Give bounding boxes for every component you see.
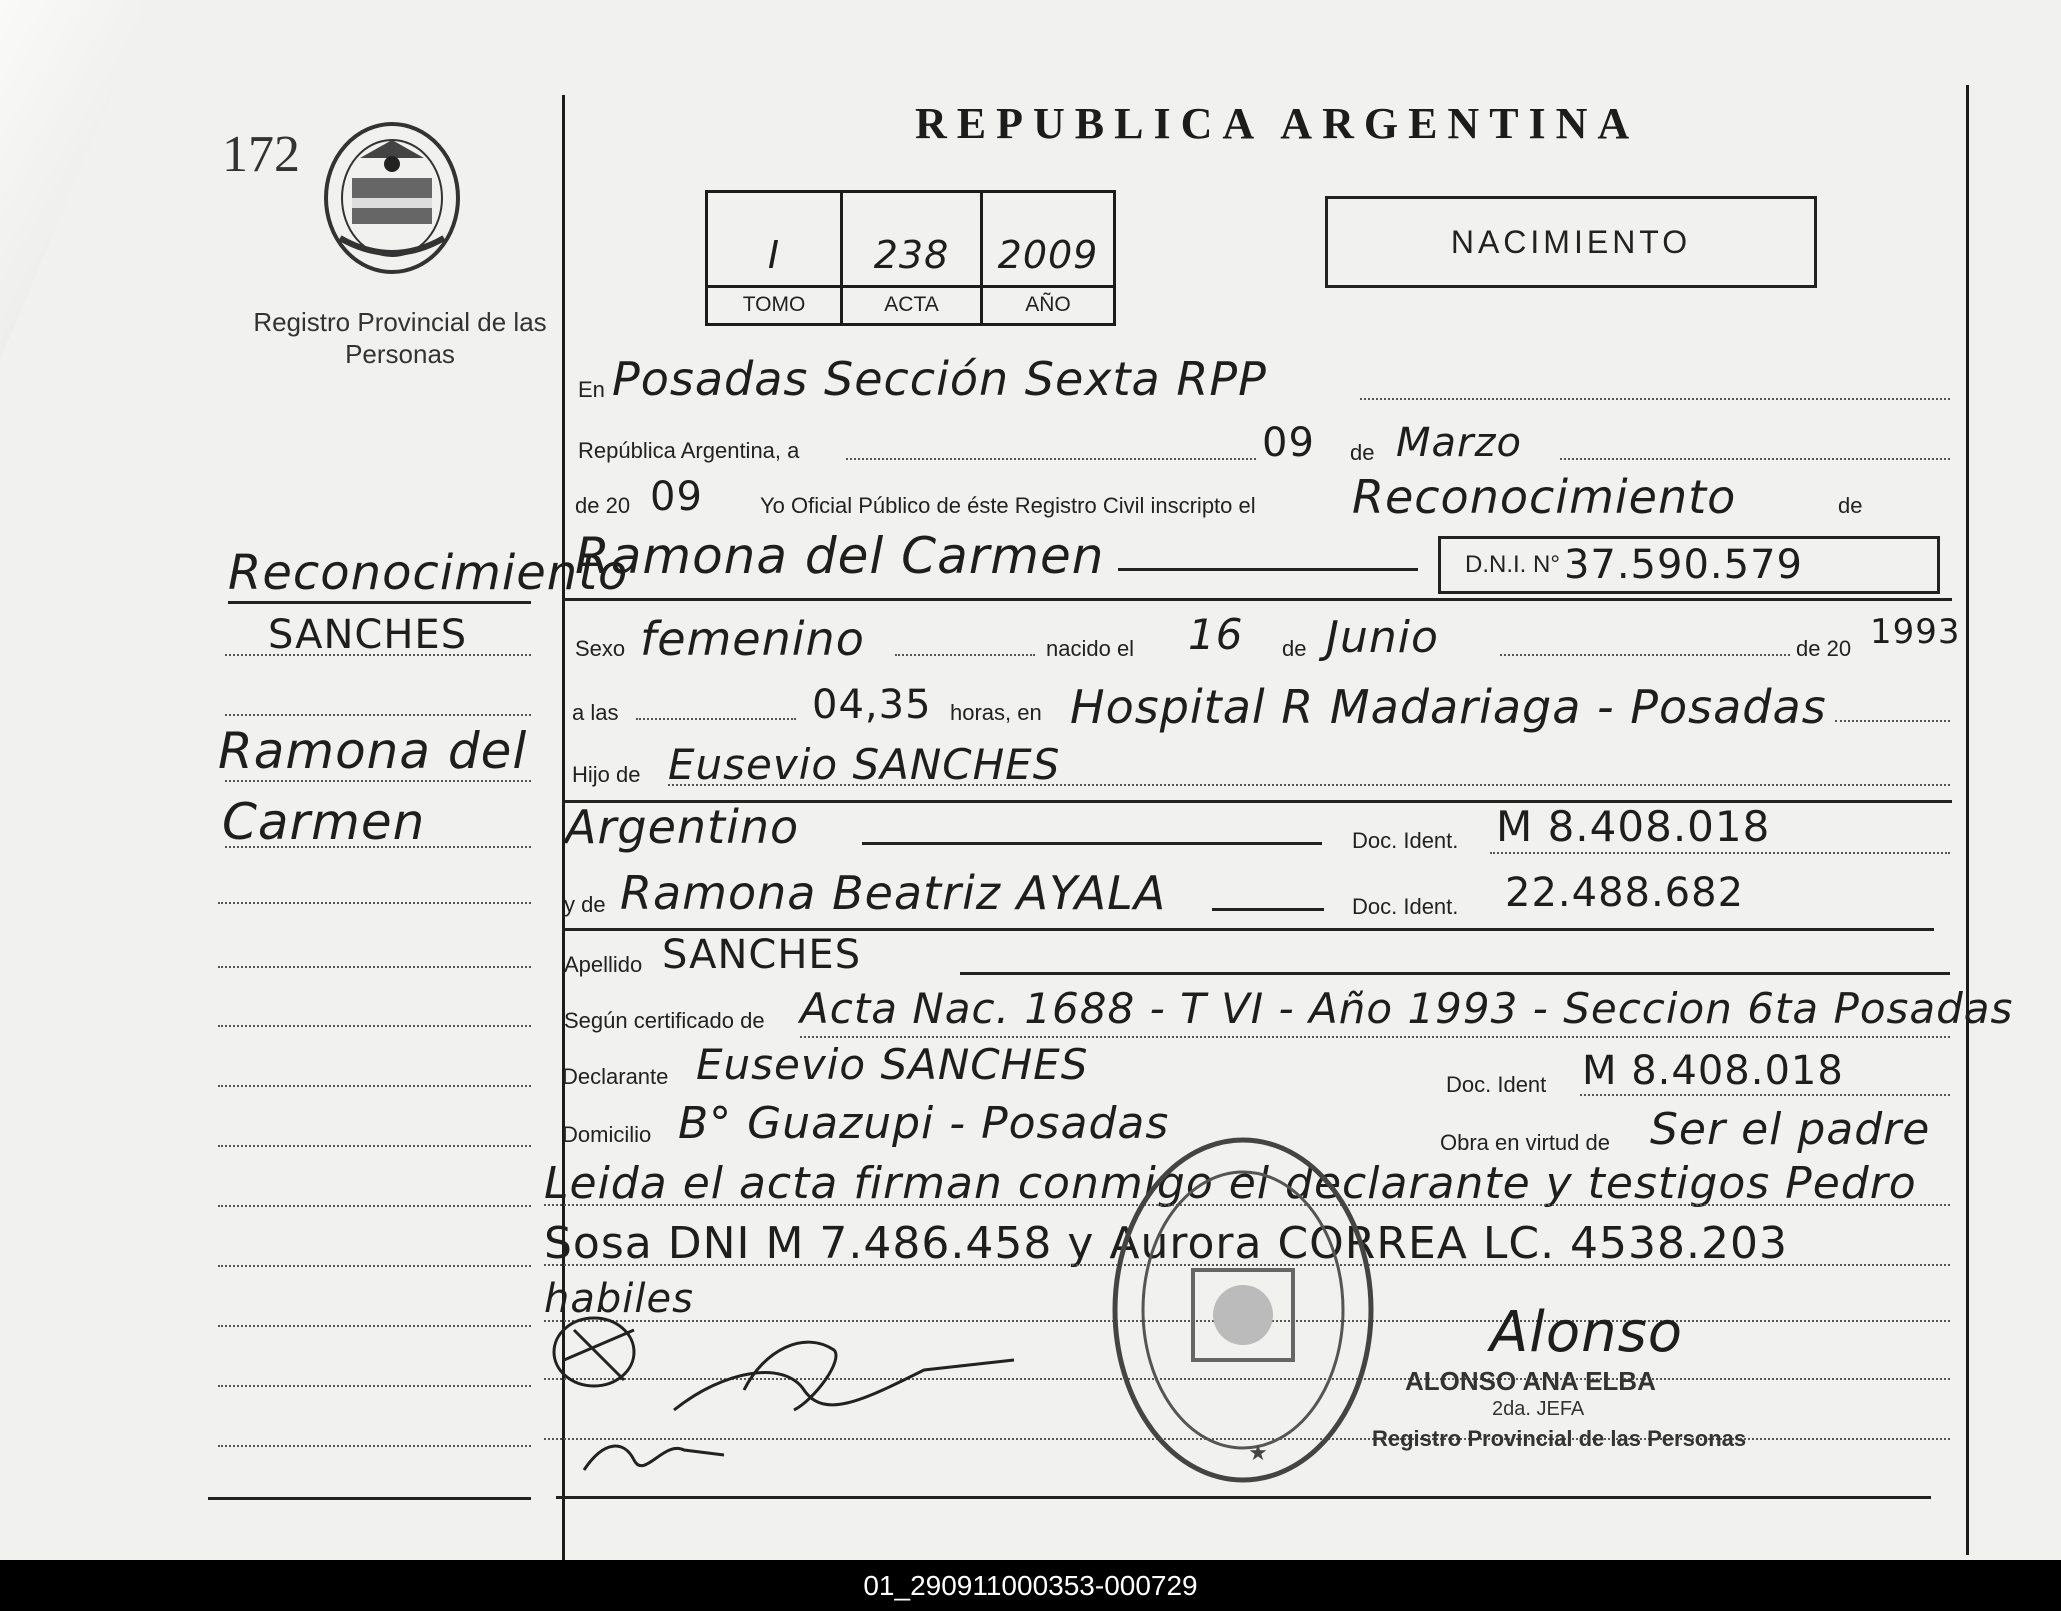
label-de-anio: de 20 — [1796, 636, 1852, 661]
margin-rule — [218, 1205, 531, 1207]
label-obra: Obra en virtud de — [1440, 1130, 1610, 1155]
lugar-value: Posadas Sección Sexta RPP — [612, 352, 1267, 406]
oval-stamp — [1108, 1130, 1378, 1490]
label-segun: Según certificado de — [564, 1008, 765, 1033]
label-yde: y de — [564, 892, 606, 917]
label-alas: a las — [572, 700, 619, 725]
lugar-nac-value: Hospital R Madariaga - Posadas — [1070, 680, 1827, 734]
folio-number: 172 — [222, 126, 300, 183]
row-rule — [636, 718, 796, 720]
margin-rule — [225, 654, 531, 656]
registry-name: Registro Provincial de las Personas — [253, 307, 547, 369]
margin-rule — [218, 1085, 531, 1087]
right-column-border — [1966, 85, 1969, 1555]
witness-signatures — [544, 1290, 1064, 1490]
bottom-rule — [556, 1496, 1931, 1499]
tomo-value: I — [767, 233, 781, 277]
label-sexo: Sexo — [575, 636, 626, 661]
official-name: ALONSO ANA ELBA — [1405, 1366, 1656, 1396]
sexo-value: femenino — [640, 612, 865, 666]
margin-note-2: SANCHES — [268, 612, 468, 658]
mes-value: Marzo — [1396, 420, 1522, 466]
anio-value: 2009 — [997, 233, 1099, 277]
certificado-value: Acta Nac. 1688 - T VI - Año 1993 - Seccion 6ta Posadas — [800, 984, 2014, 1033]
margin-note-1: Reconocimiento — [228, 545, 629, 601]
row-rule — [1835, 720, 1950, 722]
row-rule — [846, 458, 1256, 460]
label-doc-madre: Doc. Ident. — [1352, 894, 1459, 919]
anio-label: AÑO — [983, 285, 1113, 323]
provincial-seal-logo — [320, 118, 465, 278]
official-signature: Alonso — [1490, 1300, 1684, 1365]
label-doc: Doc. Ident. — [1352, 828, 1459, 853]
texto-linea-1: Leida el acta firman conmigo el declarante y testigos Pedro — [544, 1158, 1917, 1209]
apellido-value: SANCHES — [662, 932, 862, 978]
margin-rule — [218, 902, 531, 904]
margin-rule — [218, 1025, 531, 1027]
padre-value: Eusevio SANCHES — [668, 740, 1061, 789]
row-rule — [960, 972, 1950, 975]
label-apellido: Apellido — [564, 952, 643, 977]
label-de-inscripto: de — [1838, 493, 1863, 518]
margin-rule — [225, 846, 531, 848]
label-hijo: Hijo de — [572, 762, 641, 787]
label-declarante: Declarante — [562, 1064, 669, 1089]
svg-text:★: ★ — [1248, 1440, 1268, 1465]
label-de: de — [1350, 440, 1375, 465]
hora-value: 04,35 — [812, 682, 932, 728]
label-de-mes: de — [1282, 636, 1307, 661]
row-rule — [668, 784, 1950, 786]
label-en: En — [578, 377, 605, 402]
row-rule — [800, 1036, 1950, 1038]
tomo-cell — [708, 193, 843, 323]
doc-madre-value: 22.488.682 — [1505, 870, 1745, 916]
acta-cell — [843, 193, 983, 323]
label-oficial: Yo Oficial Público de éste Registro Civil inscripto el — [760, 493, 1256, 518]
doc-padre-value: M 8.408.018 — [1496, 802, 1771, 851]
record-type-box: NACIMIENTO — [1325, 196, 1817, 288]
folded-corner — [0, 0, 140, 360]
nacido-mes-value: Junio — [1326, 612, 1439, 663]
margin-note-3: Ramona del — [218, 722, 528, 780]
anio-corto-value: 09 — [650, 474, 703, 520]
row-rule — [1490, 852, 1950, 854]
row-rule — [1118, 568, 1418, 571]
acta-label: ACTA — [843, 285, 980, 323]
nombre-value: Ramona del Carmen — [575, 527, 1105, 585]
label-dni: D.N.I. N° — [1465, 551, 1560, 578]
record-box — [705, 190, 1116, 326]
section-rule — [562, 598, 1952, 601]
row-rule — [895, 654, 1035, 656]
doc-declarante-value: M 8.408.018 — [1582, 1048, 1844, 1094]
official-position: 2da. JEFA — [1492, 1398, 1585, 1420]
row-rule — [1580, 1094, 1950, 1096]
margin-note-4: Carmen — [222, 793, 426, 851]
madre-value: Ramona Beatriz AYALA — [620, 866, 1167, 920]
declarante-value: Eusevio SANCHES — [696, 1040, 1089, 1089]
row-rule — [1360, 398, 1950, 400]
section-rule — [562, 928, 1934, 931]
margin-rule — [218, 1445, 531, 1447]
row-rule — [1500, 654, 1790, 656]
official-office: Registro Provincial de las Personas — [1372, 1426, 1747, 1451]
label-de20: de 20 — [575, 493, 631, 518]
dni-value: 37.590.579 — [1563, 542, 1803, 588]
row-rule — [1212, 908, 1324, 911]
nacido-dia-value: 16 — [1188, 610, 1244, 659]
texto-linea-2: Sosa DNI M 7.486.458 y Aurora CORREA LC. 4538.203 — [544, 1218, 1788, 1269]
label-doc-declarante: Doc. Ident — [1446, 1072, 1547, 1097]
label-domicilio: Domicilio — [562, 1122, 652, 1147]
obra-value: Ser el padre — [1650, 1104, 1931, 1155]
margin-rule — [225, 780, 531, 782]
tomo-label: TOMO — [708, 285, 840, 323]
margin-rule — [218, 1265, 531, 1267]
dia-value: 09 — [1262, 420, 1315, 466]
label-republica: República Argentina, a — [578, 438, 800, 463]
acta-value: 238 — [873, 233, 950, 277]
row-rule — [1560, 458, 1950, 460]
margin-rule — [218, 1325, 531, 1327]
margin-rule — [218, 966, 531, 968]
label-nacido: nacido el — [1046, 636, 1135, 661]
domicilio-value: B° Guazupi - Posadas — [678, 1098, 1170, 1149]
nacido-anio-value: 1993 — [1870, 612, 1961, 652]
margin-rule — [218, 1385, 531, 1387]
anio-cell — [983, 193, 1113, 323]
margin-underline — [228, 601, 531, 604]
dni-box — [1438, 536, 1940, 594]
label-horas: horas, en — [950, 700, 1042, 725]
margin-rule — [218, 1145, 531, 1147]
nacionalidad-padre-value: Argentino — [565, 800, 800, 854]
margin-bottom-rule — [208, 1497, 531, 1500]
document-title: REPUBLICA ARGENTINA — [915, 99, 1640, 148]
margin-rule — [225, 714, 531, 716]
row-rule — [862, 842, 1322, 845]
image-caption: 01_290911000353-000729 — [0, 1560, 2061, 1611]
texto-linea-3: habiles — [544, 1276, 694, 1322]
inscripto-value: Reconocimiento — [1352, 470, 1737, 524]
